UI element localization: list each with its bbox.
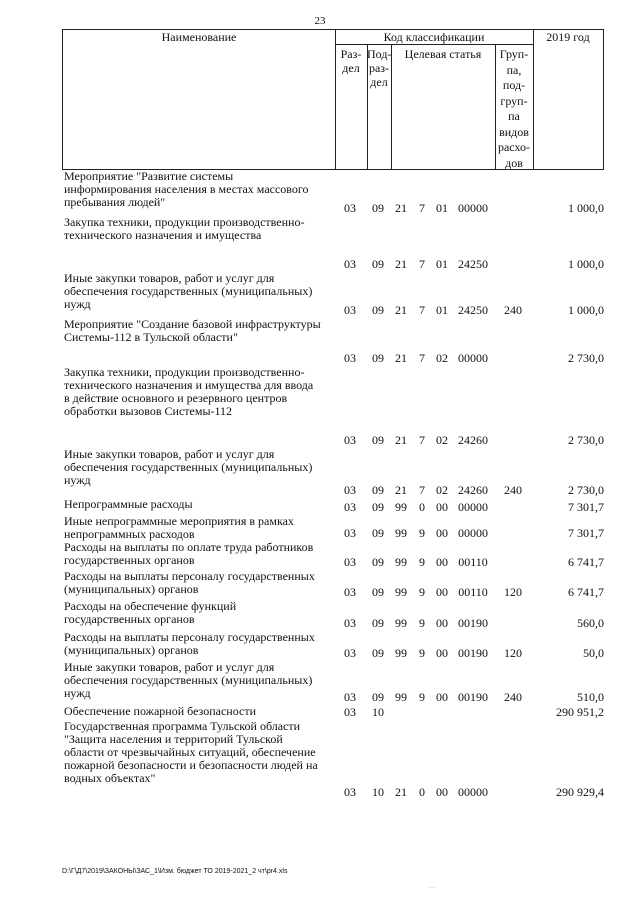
code-rz: 03 xyxy=(344,585,356,599)
table-row xyxy=(62,570,604,600)
row-name-line: нужд xyxy=(64,686,91,700)
header-vid-line: под- xyxy=(502,78,526,92)
row-name-line: Мероприятие "Создание базовой инфраструктуры xyxy=(64,317,321,331)
code-rz: 03 xyxy=(344,690,356,704)
code-d: 24250 xyxy=(458,303,488,317)
code-rz: 03 xyxy=(344,201,356,215)
code-pr: 09 xyxy=(372,351,384,365)
code-a: 21 xyxy=(395,201,407,215)
row-codes xyxy=(62,258,604,271)
code-d: 00190 xyxy=(458,646,488,660)
table-row xyxy=(62,498,604,515)
row-name xyxy=(62,720,334,785)
row-name-line: Расходы на выплаты персоналу государственных xyxy=(64,569,315,583)
code-c: 02 xyxy=(436,351,448,365)
row-amount: 7 301,7 xyxy=(568,526,604,540)
table-header xyxy=(62,29,604,170)
row-codes xyxy=(62,484,604,497)
code-pr: 09 xyxy=(372,526,384,540)
code-a: 21 xyxy=(395,785,407,799)
row-name-line: (муниципальных) органов xyxy=(64,643,199,657)
code-rz: 03 xyxy=(344,257,356,271)
code-vr: 240 xyxy=(504,483,522,497)
code-vr: 120 xyxy=(504,646,522,660)
row-name-line: технического назначения и имущества xyxy=(64,228,262,242)
row-codes xyxy=(62,553,604,569)
row-name-line: Закупка техники, продукции производственно- xyxy=(64,215,305,229)
code-pr: 09 xyxy=(372,616,384,630)
table-row xyxy=(62,170,604,216)
code-pr: 09 xyxy=(372,201,384,215)
code-c: 00 xyxy=(436,616,448,630)
row-name-line: Обеспечение пожарной безопасности xyxy=(64,704,257,718)
code-b: 7 xyxy=(419,433,425,447)
table-row xyxy=(62,448,604,498)
code-pr: 09 xyxy=(372,690,384,704)
code-a: 99 xyxy=(395,690,407,704)
code-rz: 03 xyxy=(344,526,356,540)
header-target: Целевая статья xyxy=(404,47,482,61)
header-vid-line: Груп- xyxy=(499,47,529,61)
row-codes xyxy=(62,434,604,447)
code-c: 00 xyxy=(436,555,448,569)
row-name-line: пребывания людей" xyxy=(64,195,166,209)
row-name-line: пожарной безопасности и безопасности людей на xyxy=(64,758,318,772)
code-c: 00 xyxy=(436,500,448,514)
table-row xyxy=(62,631,604,661)
header-vid-line: па xyxy=(508,109,520,123)
row-name xyxy=(62,318,334,344)
row-codes xyxy=(62,647,604,660)
code-rz: 03 xyxy=(344,433,356,447)
code-a: 21 xyxy=(395,303,407,317)
code-b: 7 xyxy=(419,483,425,497)
row-name-line: Расходы на выплаты по оплате труда работников xyxy=(64,540,314,554)
row-codes xyxy=(62,706,604,719)
code-c: 01 xyxy=(436,303,448,317)
code-pr: 09 xyxy=(372,585,384,599)
row-amount: 290 951,2 xyxy=(556,705,604,719)
code-a: 99 xyxy=(395,585,407,599)
row-codes xyxy=(62,352,604,365)
code-b: 9 xyxy=(419,616,425,630)
code-b: 9 xyxy=(419,690,425,704)
row-name xyxy=(62,366,334,418)
table-row xyxy=(62,661,604,705)
code-pr: 09 xyxy=(372,555,384,569)
code-rz: 03 xyxy=(344,785,356,799)
table-row xyxy=(62,272,604,318)
table-row xyxy=(62,216,604,272)
row-name-line: обработки вызовов Системы-112 xyxy=(64,404,233,418)
code-d: 00000 xyxy=(458,785,488,799)
code-a: 99 xyxy=(395,616,407,630)
row-amount: 1 000,0 xyxy=(568,257,604,271)
table-row xyxy=(62,720,604,800)
row-name-line: Системы-112 в Тульской области" xyxy=(64,330,238,344)
header-vid-line: па, xyxy=(506,62,522,77)
code-rz: 03 xyxy=(344,705,356,719)
row-codes xyxy=(62,617,604,630)
header-podrazdel-line: Под- xyxy=(367,47,392,61)
header-razdel-line: дел xyxy=(342,61,360,75)
file-path-footer: D:\Г\Д7\2019\ЗАКОНЫ\ЗАС_1\Изм. бюджет ТО 2019-2021_2 чт\pr4.xls xyxy=(62,868,288,875)
code-rz: 03 xyxy=(344,646,356,660)
code-pr: 10 xyxy=(372,705,384,719)
code-d: 24250 xyxy=(458,257,488,271)
code-d: 24260 xyxy=(458,483,488,497)
table-row xyxy=(62,318,604,366)
code-pr: 09 xyxy=(372,433,384,447)
row-name-line: информирования населения в местах массового xyxy=(64,182,309,196)
header-vid-line: видов xyxy=(499,124,529,139)
code-d: 00000 xyxy=(458,351,488,365)
code-c: 01 xyxy=(436,257,448,271)
code-b: 7 xyxy=(419,303,425,317)
code-rz: 03 xyxy=(344,616,356,630)
row-name xyxy=(62,216,334,242)
table-row xyxy=(62,705,604,720)
code-b: 0 xyxy=(419,785,425,799)
code-c: 00 xyxy=(436,646,448,660)
code-d: 00110 xyxy=(458,585,488,599)
header-vid-line: расхо- xyxy=(497,140,531,154)
code-c: 02 xyxy=(436,483,448,497)
row-name-line: обеспечения государственных (муниципальных) xyxy=(64,284,313,298)
row-name-line: Иные закупки товаров, работ и услуг для xyxy=(64,660,275,674)
row-name-line: Иные непрограммные мероприятия в рамках xyxy=(64,514,294,528)
code-pr: 09 xyxy=(372,257,384,271)
header-name: Наименование xyxy=(161,30,237,44)
code-c: 00 xyxy=(436,585,448,599)
row-name-line: в действие основного и резервного центров xyxy=(64,391,288,405)
row-amount: 2 730,0 xyxy=(568,433,604,447)
table-row xyxy=(62,515,604,541)
row-name-line: Расходы на обеспечение функций xyxy=(64,599,237,613)
code-a: 21 xyxy=(395,257,407,271)
code-rz: 03 xyxy=(344,555,356,569)
code-pr: 09 xyxy=(372,303,384,317)
code-d: 00190 xyxy=(458,690,488,704)
code-pr: 09 xyxy=(372,483,384,497)
row-codes xyxy=(62,501,604,514)
row-name-line: Расходы на выплаты персоналу государственных xyxy=(64,630,315,644)
row-name-line: (муниципальных) органов xyxy=(64,582,199,596)
code-rz: 03 xyxy=(344,500,356,514)
row-codes xyxy=(62,691,604,704)
header-razdel-line: Раз- xyxy=(340,47,362,61)
row-name-line: нужд xyxy=(64,297,91,311)
row-amount: 510,0 xyxy=(577,690,604,704)
code-b: 7 xyxy=(419,257,425,271)
code-a: 99 xyxy=(395,555,407,569)
row-amount: 560,0 xyxy=(577,616,604,630)
code-d: 00000 xyxy=(458,526,488,540)
code-vr: 240 xyxy=(504,690,522,704)
row-amount: 1 000,0 xyxy=(568,303,604,317)
code-c: 00 xyxy=(436,526,448,540)
row-name-line: нужд xyxy=(64,473,91,487)
row-amount: 50,0 xyxy=(583,646,604,660)
header-vid xyxy=(495,47,533,171)
code-a: 99 xyxy=(395,500,407,514)
row-name xyxy=(62,448,334,487)
table-row xyxy=(62,600,604,631)
table-row xyxy=(62,541,604,570)
table-row xyxy=(62,366,604,448)
code-pr: 09 xyxy=(372,500,384,514)
page-number: 23 xyxy=(314,15,326,27)
code-b: 7 xyxy=(419,351,425,365)
row-name-line: водных объектах" xyxy=(64,771,156,785)
row-amount: 1 000,0 xyxy=(568,201,604,215)
row-amount: 6 741,7 xyxy=(568,555,604,569)
row-name-line: государственных органов xyxy=(64,612,195,626)
code-b: 9 xyxy=(419,585,425,599)
code-b: 0 xyxy=(419,500,425,514)
code-d: 00000 xyxy=(458,500,488,514)
code-b: 9 xyxy=(419,555,425,569)
row-name-line: обеспечения государственных (муниципальных) xyxy=(64,673,313,687)
row-name-line: государственных органов xyxy=(64,553,195,567)
row-name-line: Государственная программа Тульской области xyxy=(64,719,301,733)
row-name-line: "Защита населения и территорий Тульской xyxy=(64,732,283,746)
row-name-line: Мероприятие "Развитие системы xyxy=(64,169,234,183)
code-b: 9 xyxy=(419,646,425,660)
row-name-line: Иные закупки товаров, работ и услуг для xyxy=(64,447,275,461)
code-c: 02 xyxy=(436,433,448,447)
header-code-group: Код классификации xyxy=(383,30,485,44)
code-a: 21 xyxy=(395,433,407,447)
scan-marks: . . xyxy=(430,884,435,890)
header-razdel xyxy=(335,47,367,75)
code-d: 00190 xyxy=(458,616,488,630)
row-amount: 2 730,0 xyxy=(568,483,604,497)
row-name-line: Закупка техники, продукции производственно- xyxy=(64,365,305,379)
code-d: 00110 xyxy=(458,555,488,569)
row-amount: 2 730,0 xyxy=(568,351,604,365)
header-year: 2019 год xyxy=(546,30,590,44)
row-name-line: непрограммных расходов xyxy=(64,527,195,541)
code-b: 7 xyxy=(419,201,425,215)
code-c: 01 xyxy=(436,201,448,215)
header-podrazdel-line: дел xyxy=(370,75,388,89)
code-c: 00 xyxy=(436,785,448,799)
code-rz: 03 xyxy=(344,483,356,497)
header-podrazdel xyxy=(367,47,391,89)
code-d: 00000 xyxy=(458,201,488,215)
row-amount: 7 301,7 xyxy=(568,500,604,514)
row-codes xyxy=(62,586,604,599)
code-b: 9 xyxy=(419,526,425,540)
code-rz: 03 xyxy=(344,351,356,365)
code-a: 21 xyxy=(395,483,407,497)
code-a: 99 xyxy=(395,526,407,540)
code-vr: 120 xyxy=(504,585,522,599)
row-name-line: технического назначения и имущества для ввода xyxy=(64,378,314,392)
code-pr: 10 xyxy=(372,785,384,799)
code-c: 00 xyxy=(436,690,448,704)
code-pr: 09 xyxy=(372,646,384,660)
row-codes xyxy=(62,202,604,215)
table-body xyxy=(62,170,604,800)
row-name-line: Непрограммные расходы xyxy=(64,497,193,511)
code-vr: 240 xyxy=(504,303,522,317)
code-a: 21 xyxy=(395,351,407,365)
header-podrazdel-line: раз- xyxy=(368,61,390,75)
row-codes xyxy=(62,527,604,540)
code-d: 24260 xyxy=(458,433,488,447)
code-a: 99 xyxy=(395,646,407,660)
row-amount: 6 741,7 xyxy=(568,585,604,599)
row-codes xyxy=(62,304,604,317)
code-rz: 03 xyxy=(344,303,356,317)
header-vid-line: груп- xyxy=(500,93,528,108)
row-name-line: Иные закупки товаров, работ и услуг для xyxy=(64,271,275,285)
header-vid-line: дов xyxy=(505,155,523,170)
row-name-line: обеспечения государственных (муниципальных) xyxy=(64,460,313,474)
row-amount: 290 929,4 xyxy=(556,785,604,799)
row-name-line: области от чрезвычайных ситуаций, обеспечение xyxy=(64,745,316,759)
row-codes xyxy=(62,786,604,799)
